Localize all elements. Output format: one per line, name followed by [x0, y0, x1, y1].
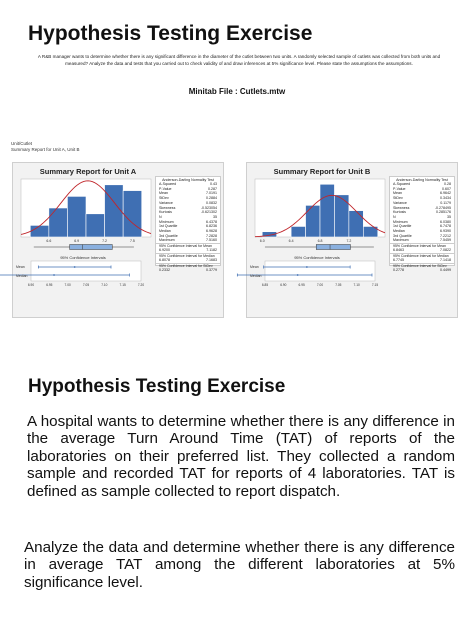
unit-a-ci-label: 95% Confidence Interval for StDev: [156, 263, 220, 268]
stat-value: 6.0380: [440, 219, 451, 224]
unit-a-ci-plot-area: [31, 261, 141, 281]
unit-b-hist-bar: [291, 226, 305, 237]
slide2-title: Hypothesis Testing Exercise: [28, 376, 286, 397]
stat-value: 6.9642: [440, 191, 451, 196]
unit-b-ci-point: [297, 274, 299, 276]
stat-value: 7.5459: [440, 238, 451, 243]
stat-value: 6.9628: [206, 229, 217, 234]
unit-b-ci-section-title: 95% Confidence Intervals: [294, 255, 340, 260]
stat-value: 7.2212: [440, 233, 451, 238]
unit-a-ci-tick-label: 6.90: [27, 283, 35, 287]
unit-a-boxplot-box: [70, 245, 113, 250]
worksheet-label: Unit/Cutlet: [11, 141, 33, 146]
unit-a-hist-tick-label: 6.9: [74, 239, 80, 243]
unit-b-hist-tick-label: 6.4: [288, 239, 294, 243]
ci-value: 6.7745: [393, 258, 404, 263]
report-caption: Summary Report for Unit A, Unit B: [11, 147, 80, 152]
unit-a-hist-bar: [67, 196, 86, 237]
unit-a-ci-tick-label: 6.95: [46, 283, 53, 287]
stat-value: 7.5160: [206, 238, 217, 243]
slide1-title: Hypothesis Testing Exercise: [28, 22, 313, 45]
stat-value: 6.9390: [440, 229, 451, 234]
stat-label: Skewness: [393, 205, 410, 210]
ci-value: 0.4499: [440, 268, 451, 273]
stat-label: Median: [393, 229, 405, 234]
unit-a-hist-bar: [30, 225, 49, 237]
unit-a-hist-tick-label: 7.5: [129, 239, 135, 243]
stat-value: 7.0191: [206, 191, 217, 196]
stat-label: 3rd Quartile: [393, 233, 412, 238]
unit-a-ci-tick-label: 7.15: [119, 283, 126, 287]
stat-value: 35: [447, 214, 451, 219]
unit-b-ci-tick-label: 7.00: [316, 283, 324, 287]
stat-label: Minimum: [159, 219, 174, 224]
stat-value: -0.523054: [200, 205, 217, 210]
summary-report-unit-a: [12, 162, 224, 318]
stat-label: N: [393, 214, 396, 219]
stat-label: Variance: [393, 200, 407, 205]
unit-a-ci-label: 95% Confidence Interval for Mean: [156, 243, 220, 248]
exercise-paragraph-1: A hospital wants to determine whether there is any difference in the average Turn Around Time (TAT) of reports of the laboratories on their preferred list. They collected a random sample and recorded TAT for reports of 4 laboratories. TAT is defined as sample collected to report dispatch.: [27, 413, 455, 500]
stat-value: 0.2884: [206, 196, 217, 201]
unit-b-title: Summary Report for Unit B: [273, 167, 371, 176]
stat-value: 0.0832: [206, 200, 217, 205]
stat-value: 0.43: [210, 182, 217, 186]
stat-value: 6.8236: [206, 224, 217, 229]
stat-label: 1st Quartile: [159, 224, 178, 229]
stat-label: Mean: [159, 191, 168, 196]
stat-label: Maximum: [159, 238, 175, 243]
unit-b-hist-tick-label: 6.8: [317, 239, 323, 243]
unit-b-hist-bar: [320, 184, 334, 237]
stat-value: -0.278495: [434, 205, 451, 210]
unit-a-hist-bar: [86, 214, 105, 237]
stat-label: A-Squared: [159, 182, 177, 186]
unit-b-hist-tick-label: 7.2: [346, 239, 352, 243]
stat-label: StDev: [159, 196, 169, 201]
stat-label: P-Value: [159, 186, 172, 191]
unit-a-title: Summary Report for Unit A: [39, 167, 137, 176]
stat-value: 0.285176: [436, 210, 451, 215]
ci-value: 6.8463: [393, 248, 404, 253]
ci-value: 0.2778: [393, 268, 404, 273]
unit-b-hist-bar: [334, 195, 348, 237]
unit-b-ci-median-label: Median: [250, 274, 262, 278]
stat-label: A-Squared: [393, 182, 411, 186]
stat-label: Variance: [159, 200, 173, 205]
stat-value: 0.3434: [440, 196, 451, 201]
exercise-paragraph-2: Analyze the data and determine whether there is any difference in average TAT among the different laboratories at 5% significance level.: [24, 539, 455, 591]
unit-a-ci-tick-label: 7.10: [101, 283, 108, 287]
stat-value: -0.621302: [200, 210, 217, 215]
unit-a-hist-tick-label: 7.2: [102, 239, 108, 243]
ci-value: 7.0822: [440, 248, 451, 253]
unit-a-ci-tick-label: 7.00: [64, 283, 71, 287]
stat-value: 6.7478: [440, 224, 451, 229]
unit-b-ci-point: [306, 266, 308, 268]
ci-value: 7.1683: [206, 258, 217, 263]
unit-b-normality-test-title: Anderson-Darling Normality Test: [396, 178, 448, 182]
minitab-file-label: Minitab File : Cutlets.mtw: [188, 87, 286, 96]
unit-b-ci-tick-label: 6.95: [298, 283, 305, 287]
unit-b-ci-plot-area: [265, 261, 375, 281]
unit-a-ci-tick-label: 7.05: [82, 283, 90, 287]
stat-label: Median: [159, 229, 171, 234]
unit-b-ci-values: [390, 268, 454, 273]
unit-b-ci-tick-label: 6.90: [280, 283, 287, 287]
unit-a-ci-label: 95% Confidence Interval for Median: [156, 253, 220, 258]
unit-a-hist-bar: [123, 191, 142, 237]
unit-b-hist-bar: [306, 205, 320, 237]
stat-label: Minimum: [393, 219, 408, 224]
unit-b-hist-bar: [349, 211, 363, 237]
stat-value: 0.1179: [440, 200, 451, 205]
ci-value: 6.9200: [159, 248, 170, 253]
stat-label: 3rd Quartile: [159, 233, 178, 238]
stat-label: StDev: [393, 196, 403, 201]
stat-label: N: [159, 214, 162, 219]
unit-a-ci-median-label: Median: [16, 274, 28, 278]
ci-value: 0.2332: [159, 268, 170, 273]
stat-label: Kurtosis: [393, 210, 406, 215]
summary-report-unit-b: [246, 162, 458, 318]
stat-label: Skewness: [159, 205, 176, 210]
unit-a-hist-tick-label: 6.6: [46, 239, 52, 243]
unit-b-ci-tick-label: 7.15: [371, 283, 379, 287]
stat-label: P-Value: [393, 186, 406, 191]
stat-value: 35: [213, 214, 217, 219]
slide-2: [0, 340, 474, 632]
unit-b-ci-label: 95% Confidence Interval for Mean: [390, 243, 454, 248]
unit-a-hist-bar: [49, 208, 68, 237]
stat-label: Maximum: [393, 238, 409, 243]
ci-value: 7.1182: [206, 248, 217, 253]
stat-value: 7.2828: [206, 233, 217, 238]
unit-b-ci-label: 95% Confidence Interval for Median: [390, 253, 454, 258]
stat-value: 0.287: [208, 186, 217, 191]
unit-b-ci-mean-label: Mean: [250, 265, 259, 269]
unit-b-ci-tick-label: 7.10: [353, 283, 360, 287]
slide1-body-text: A R&B manager wants to determine whether there is any significant difference in the diameter of the cutlet between two units. A randomly selected sample of cutlets was collected from both units and measured? Analyze the data and tests that you carried out to check validity of and draw inferences at 5% significance level. Please state the assumptions the assumptions.: [37, 54, 441, 66]
unit-a-ci-values: [156, 268, 220, 273]
unit-b-ci-tick-label: 7.05: [335, 283, 342, 287]
unit-a-ci-point: [53, 274, 55, 276]
stat-value: 6.4378: [206, 219, 217, 224]
ci-value: 6.8078: [159, 258, 170, 263]
unit-b-boxplot-box: [316, 245, 350, 250]
stat-label: Kurtosis: [159, 210, 172, 215]
unit-b-ci-label: 95% Confidence Interval for StDev: [390, 263, 454, 268]
unit-a-stats-table: [155, 176, 221, 273]
unit-b-hist-tick-label: 6.0: [259, 239, 265, 243]
ci-value: 0.3779: [206, 268, 217, 273]
unit-a-ci-point: [74, 266, 76, 268]
unit-b-ci-tick-label: 6.85: [261, 283, 269, 287]
stat-value: 0.28: [444, 182, 451, 186]
stat-value: 0.607: [442, 186, 451, 191]
unit-a-normality-test-title: Anderson-Darling Normality Test: [162, 178, 214, 182]
stat-label: 1st Quartile: [393, 224, 412, 229]
unit-a-ci-mean-label: Mean: [16, 265, 25, 269]
stat-label: Mean: [393, 191, 402, 196]
ci-value: 7.1418: [440, 258, 451, 263]
unit-b-stats-table: [389, 176, 455, 273]
unit-a-ci-tick-label: 7.20: [137, 283, 145, 287]
unit-a-ci-section-title: 95% Confidence Intervals: [60, 255, 106, 260]
